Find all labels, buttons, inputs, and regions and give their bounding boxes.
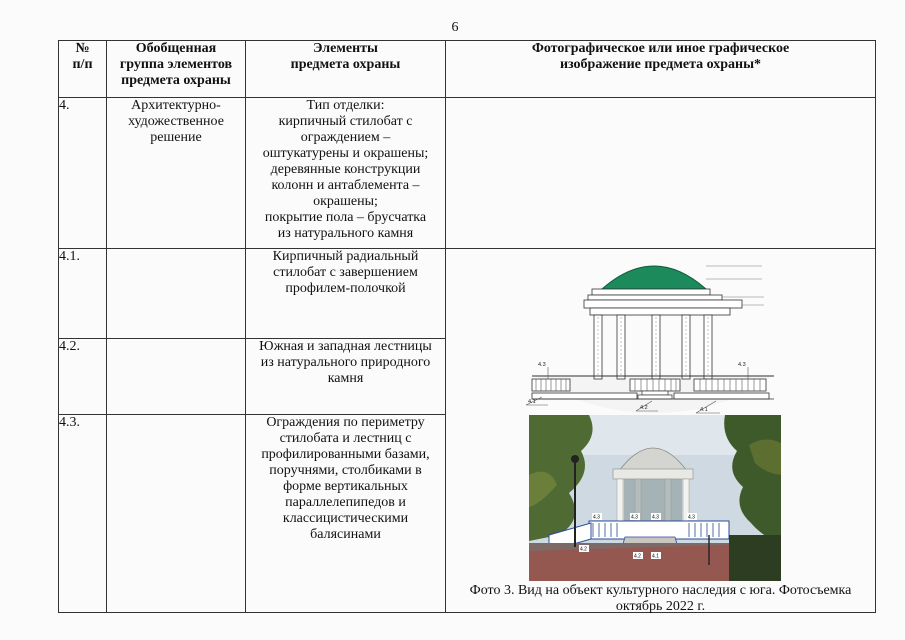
drawing-label: 4.2 (640, 405, 648, 411)
photo-label: 4.2 (580, 546, 587, 553)
header-number: № п/п (59, 41, 107, 98)
table-header-row (59, 41, 876, 98)
photo-label: 4.3 (652, 514, 659, 521)
table-row (59, 249, 876, 339)
photo-label: 4.3 (688, 514, 695, 521)
drawing-label: 4.3 (738, 362, 746, 368)
rotunda-photo (529, 415, 781, 581)
photo-caption: Фото 3. Вид на объект культурного наследия с юга. Фотосъемка октябрь 2022 г. (469, 583, 852, 614)
row-group (107, 415, 246, 613)
rotunda-drawing (524, 255, 784, 415)
drawing-label: 4.1 (700, 407, 708, 413)
row-elements: Кирпичный радиальный стилобат с завершением профилем-полочкой (246, 249, 446, 339)
row-photo-empty (446, 98, 876, 249)
photo-label: 4.3 (631, 514, 638, 521)
protection-table (58, 40, 876, 613)
row-group (107, 249, 246, 339)
header-photo: Фотографическое или иное графическое изображение предмета охраны* (446, 41, 876, 98)
row-photo-cell (446, 249, 876, 613)
row-elements: Тип отделки: кирпичный стилобат с ограждением – оштукатурены и окрашены; деревянные конструкции колонн и антаблемента – окрашены; покрытие пола – брусчатка из натурального камня (246, 98, 446, 249)
row-number: 4.1. (59, 249, 107, 339)
photo-label: 4.3 (593, 514, 600, 521)
header-elements: Элементы предмета охраны (246, 41, 446, 98)
row-number: 4.2. (59, 339, 107, 415)
row-group (107, 339, 246, 415)
table-row (59, 98, 876, 249)
row-elements: Ограждения по периметру стилобата и лестниц с профилированными базами, поручнями, столбиками в форме вертикальных параллелепипедов и классицистическими балясинами (246, 415, 446, 613)
row-elements: Южная и западная лестницы из натурального природного камня (246, 339, 446, 415)
header-group: Обобщенная группа элементов предмета охраны (107, 41, 246, 98)
row-group: Архитектурно- художественное решение (107, 98, 246, 249)
row-number: 4.3. (59, 415, 107, 613)
photo-label: 4.2 (634, 553, 641, 560)
row-number: 4. (59, 98, 107, 249)
drawing-label: 4.1 (528, 399, 536, 405)
page-number: 6 (451, 20, 459, 35)
drawing-label: 4.3 (538, 362, 546, 368)
photo-label: 4.1 (652, 553, 659, 560)
